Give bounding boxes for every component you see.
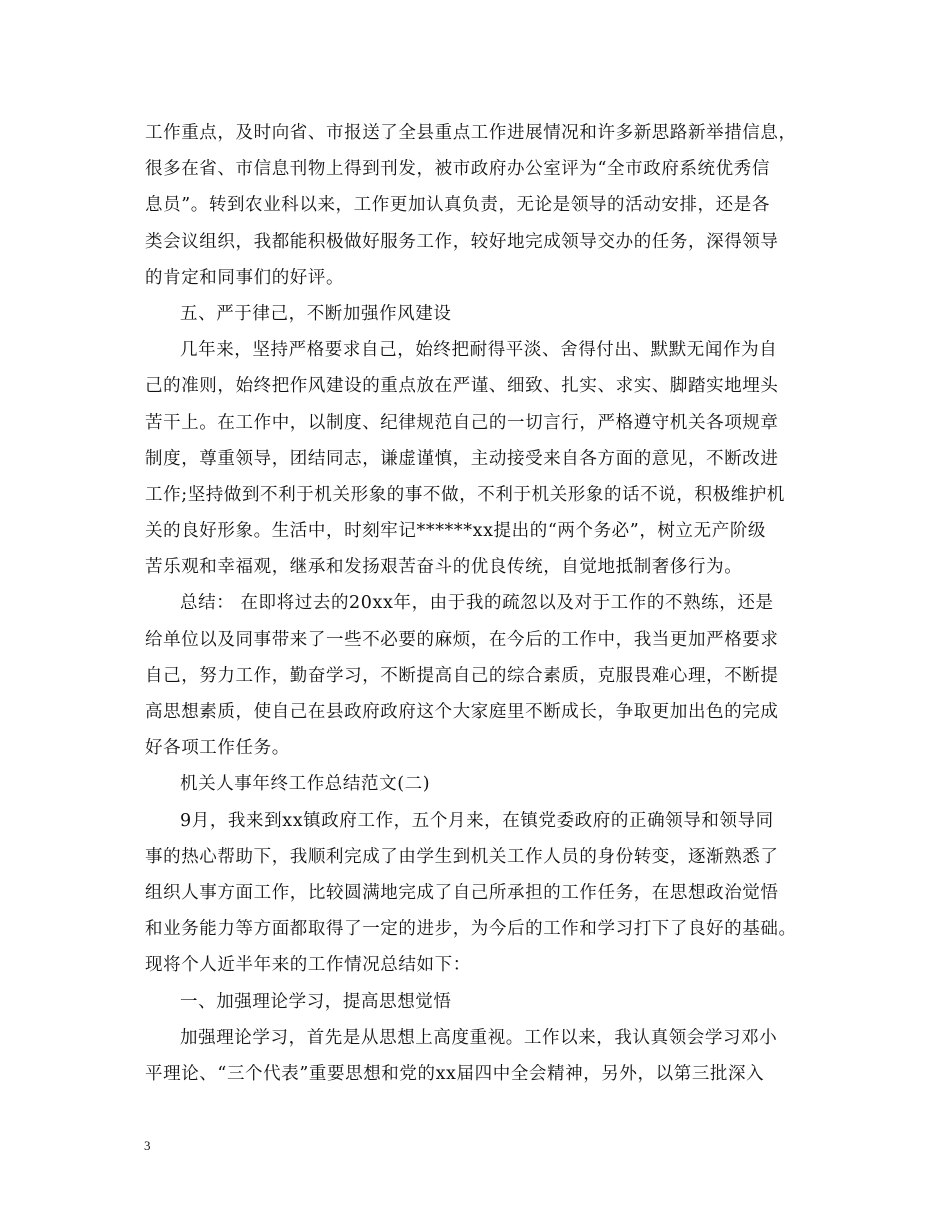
text-line: 现将个人近半年来的工作情况总结如下： [145, 955, 471, 976]
text-line: 加强理论学习，首先是从思想上高度重视。工作以来，我认真领会学习邓小 [180, 1027, 778, 1048]
text-line: 制度，尊重领导，团结同志，谦虚谨慎，主动接受来自各方面的意见，不断改进 [145, 448, 779, 469]
text-line: 和业务能力等方面都取得了一定的进步，为今后的工作和学习打下了良好的基础。 [145, 919, 797, 940]
text-line: 己的准则，始终把作风建设的重点放在严谨、细致、扎实、求实、脚踏实地埋头 [145, 376, 779, 397]
text-line: 五、严于律己，不断加强作风建设 [180, 303, 452, 324]
text-line: 平理论、“三个代表”重要思想和党的xx届四中全会精神，另外，以第三批深入 [145, 1063, 765, 1084]
text-line: 机关人事年终工作总结范文(二) [180, 774, 431, 795]
text-line: 高思想素质，使自己在县政府政府这个大家庭里不断成长，争取更加出色的完成 [145, 702, 779, 722]
text-line: 几年来，坚持严格要求自己，始终把耐得平淡、舍得付出、默默无闻作为自 [180, 340, 778, 361]
text-line: 工作重点，及时向省、市报送了全县重点工作进展情况和许多新思路新举措信息， [145, 123, 797, 143]
text-line: 苦乐观和幸福观，继承和发扬艰苦奋斗的优良传统，自觉地抵制奢侈行为。 [145, 557, 743, 578]
page-number: 3 [144, 1138, 151, 1153]
text-line: 组织人事方面工作，比较圆满地完成了自己所承担的工作任务，在思想政治觉悟 [145, 882, 779, 903]
text-line: 很多在省、市信息刊物上得到刊发，被市政府办公室评为“全市政府系统优秀信 [145, 159, 770, 180]
text-line: 苦干上。在工作中，以制度、纪律规范自己的一切言行，严格遵守机关各项规章 [145, 412, 779, 433]
text-line: 关的良好形象。生活中，时刻牢记******xx提出的“两个务必”，树立无产阶级 [145, 521, 767, 542]
text-line: 工作;坚持做到不利于机关形象的事不做，不利于机关形象的话不说，积极维护机 [145, 484, 785, 505]
body-text [145, 115, 807, 1092]
text-line: 息员”。转到农业科以来，工作更加认真负责，无论是领导的活动安排，还是各 [145, 195, 770, 216]
text-line: 给单位以及同事带来了一些不必要的麻烦，在今后的工作中，我当更加严格要求 [145, 629, 779, 650]
text-line: 9月，我来到xx镇政府工作，五个月来，在镇党委政府的正确领导和领导同 [180, 810, 774, 831]
text-line: 好各项工作任务。 [145, 738, 290, 759]
text-line: 事的热心帮助下，我顺利完成了由学生到机关工作人员的身份转变，逐渐熟悉了 [145, 846, 779, 867]
text-line: 一、加强理论学习，提高思想觉悟 [180, 991, 452, 1012]
text-line: 类会议组织，我都能积极做好服务工作，较好地完成领导交办的任务，深得领导 [145, 231, 779, 252]
text-line: 自己，努力工作，勤奋学习，不断提高自己的综合素质，克服畏难心理，不断提 [145, 665, 779, 686]
text-line: 的肯定和同事们的好评。 [145, 267, 345, 288]
text-line: 总结： 在即将过去的20xx年，由于我的疏忽以及对于工作的不熟练，还是 [180, 593, 774, 614]
